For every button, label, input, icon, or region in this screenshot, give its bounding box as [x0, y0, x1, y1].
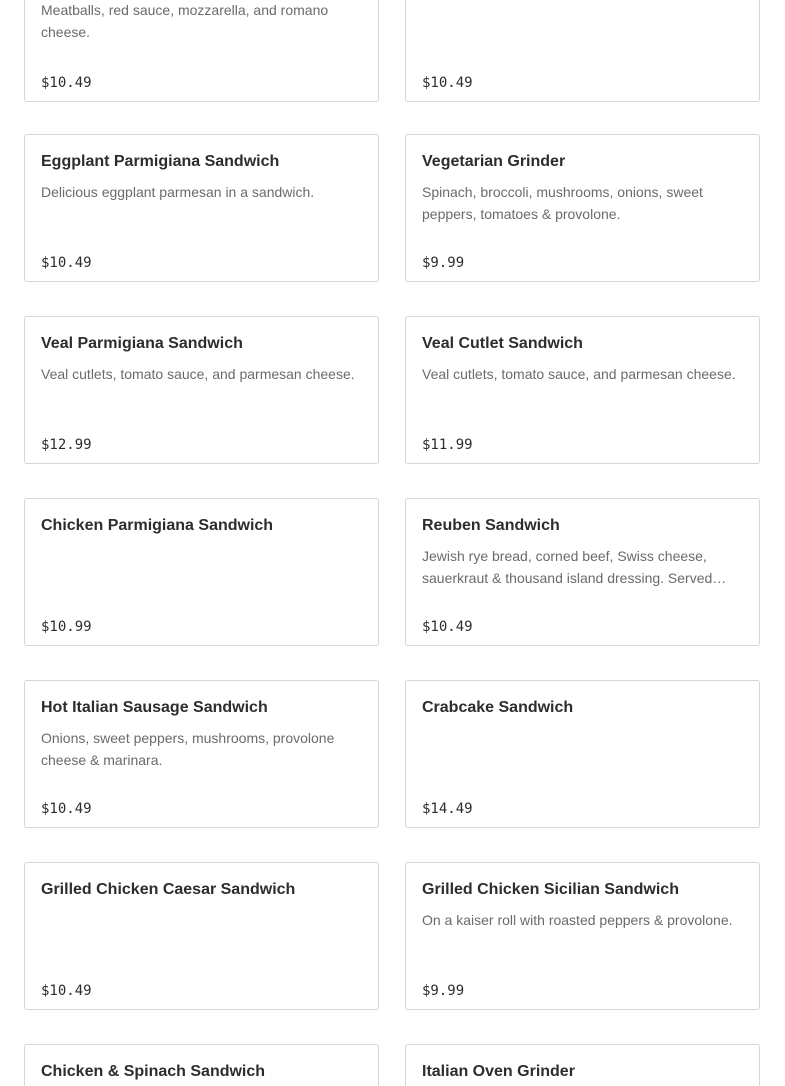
- menu-item-name: Reuben Sandwich: [422, 517, 560, 534]
- menu-item-card[interactable]: [405, 134, 760, 282]
- menu-item-card[interactable]: [405, 498, 760, 646]
- menu-item-name: Grilled Chicken Sicilian Sandwich: [422, 881, 679, 898]
- menu-item-price: $11.99: [422, 437, 473, 453]
- menu-item-card[interactable]: [24, 1044, 379, 1086]
- menu-item-name: Grilled Chicken Caesar Sandwich: [41, 881, 296, 898]
- menu-item-card[interactable]: [24, 862, 379, 1010]
- menu-item-card[interactable]: [405, 0, 760, 102]
- menu-item-card[interactable]: [405, 680, 760, 828]
- menu-item-card[interactable]: [405, 1044, 760, 1086]
- menu-item-description: Veal cutlets, tomato sauce, and parmesan cheese.: [422, 366, 736, 382]
- menu-item-name: Chicken & Spinach Sandwich: [41, 1063, 266, 1080]
- menu-item-price: $12.99: [41, 437, 92, 453]
- menu-item-price: $10.49: [422, 75, 473, 91]
- menu-item-card[interactable]: [405, 862, 760, 1010]
- menu-item-price: $10.49: [41, 255, 92, 271]
- menu-item-name: Eggplant Parmigiana Sandwich: [41, 153, 280, 170]
- menu-item-description: Onions, sweet peppers, mushrooms, provolone cheese & marinara.: [41, 730, 335, 768]
- menu-item-description: Delicious eggplant parmesan in a sandwich.: [41, 184, 315, 200]
- menu-item-description: On a kaiser roll with roasted peppers & provolone.: [422, 912, 733, 928]
- menu-item-price: $14.49: [422, 801, 473, 817]
- menu-item-card[interactable]: [405, 316, 760, 464]
- menu-item-name: Hot Italian Sausage Sandwich: [41, 699, 268, 716]
- menu-item-price: $10.99: [41, 619, 92, 635]
- menu-item-name: Crabcake Sandwich: [422, 699, 574, 716]
- menu-item-name: Vegetarian Grinder: [422, 153, 566, 170]
- menu-item-description: Spinach, broccoli, mushrooms, onions, sweet peppers, tomatoes & provolone.: [422, 184, 703, 222]
- menu-item-price: $9.99: [422, 255, 465, 271]
- menu-item-card[interactable]: [24, 680, 379, 828]
- menu-item-name: Veal Cutlet Sandwich: [422, 335, 583, 352]
- menu-item-description: Meatballs, red sauce, mozzarella, and romano cheese.: [41, 2, 329, 40]
- menu-item-card[interactable]: [24, 134, 379, 282]
- menu-item-name: Italian Oven Grinder: [422, 1063, 575, 1080]
- menu-item-card[interactable]: [24, 0, 379, 102]
- menu-item-description: Veal cutlets, tomato sauce, and parmesan cheese.: [41, 366, 355, 382]
- menu-item-price: $10.49: [41, 983, 92, 999]
- menu-item-card[interactable]: [24, 316, 379, 464]
- menu-item-description: Jewish rye bread, corned beef, Swiss cheese, sauerkraut & thousand island dressing. Served…: [422, 548, 727, 586]
- menu-item-price: $10.49: [41, 75, 92, 91]
- menu-item-price: $9.99: [422, 983, 465, 999]
- menu-item-name: Chicken Parmigiana Sandwich: [41, 517, 274, 534]
- menu-item-name: Veal Parmigiana Sandwich: [41, 335, 243, 352]
- menu-item-card[interactable]: [24, 498, 379, 646]
- menu-item-price: $10.49: [422, 619, 473, 635]
- menu-item-price: $10.49: [41, 801, 92, 817]
